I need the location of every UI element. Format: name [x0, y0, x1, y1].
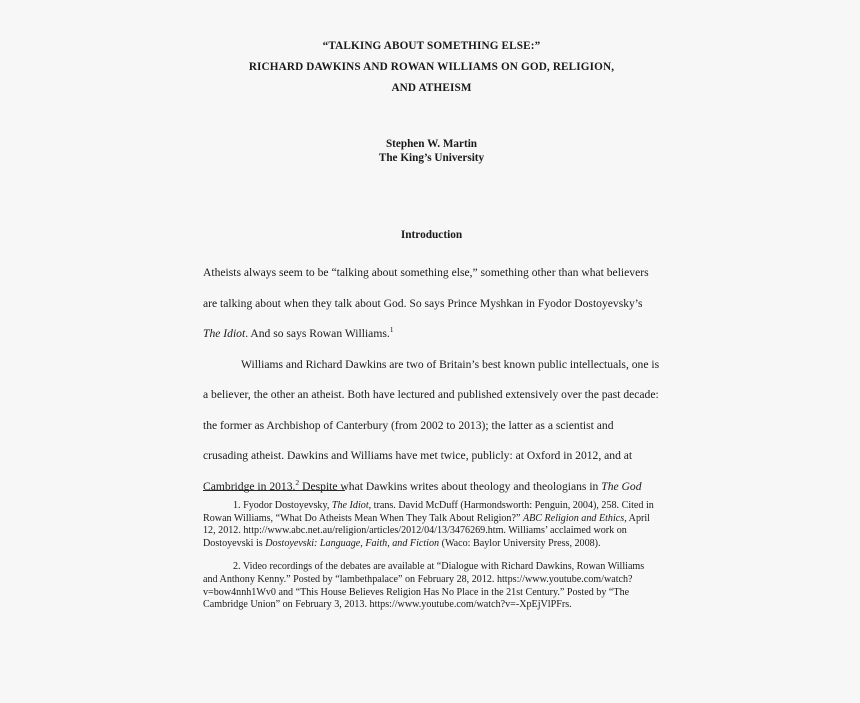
- section-heading-introduction: Introduction: [400, 229, 463, 241]
- footnote-marker: 1: [389, 325, 394, 335]
- title-line-3: AND ATHEISM: [391, 82, 472, 94]
- text-run: 1. Fyodor Dostoyevsky,: [233, 500, 332, 511]
- document-title: [203, 36, 660, 99]
- text-run: . And so says Rowan Williams.: [245, 327, 390, 340]
- italic-run: The God: [601, 479, 642, 493]
- paragraph-2: [203, 350, 660, 503]
- italic-run: The Idiot: [331, 500, 369, 511]
- footnote-2: [203, 561, 660, 611]
- text-run: (Waco: Baylor University Press, 2008).: [439, 537, 601, 549]
- text-run: Despite what Dawkins writes about theology and theologians in: [299, 479, 602, 493]
- footnote-1: [203, 500, 660, 550]
- text-run: Williams and Richard Dawkins are two of Britain’s best known public intellectuals, one is a believer, the other an atheist. Both have lectured and published extensively over the past decade: the former as Archbishop of Canterbury (from 2002 to 2013); the latter as a scientist and crusading atheist. Dawkins and Williams have met twice, publicly: at Oxford in 2012, and at Cambridge in 2013.: [203, 357, 660, 493]
- title-line-2: RICHARD DAWKINS AND ROWAN WILLIAMS ON GOD, RELIGION,: [248, 61, 615, 73]
- author-block: [203, 137, 660, 165]
- text-run: , April 12, 2012. http://www.abc.net.au/religion/articles/2012/04/13/3476269.htm. Williams’ acclaimed work on Dostoyevski is: [203, 512, 650, 549]
- paragraph-1: [203, 258, 660, 350]
- italic-run: The Idiot: [203, 327, 246, 340]
- title-line-1: “TALKING ABOUT SOMETHING ELSE:”: [322, 40, 541, 52]
- body-text: [203, 258, 660, 502]
- footnote-marker: 2: [295, 477, 300, 487]
- italic-run: Dostoyevski: Language, Faith, and Fiction: [265, 537, 440, 549]
- footnote-separator-rule: [203, 490, 345, 491]
- footnotes-section: [203, 490, 660, 612]
- author-affiliation: The King’s University: [378, 152, 485, 164]
- italic-run: ABC Religion and Ethics: [522, 512, 625, 524]
- author-name: Stephen W. Martin: [385, 138, 478, 150]
- text-run: Atheists always seem to be “talking about something else,” something other than what believers are talking about when they talk about God. So says Prince Myshkan in Fyodor Dostoyevsky’s: [203, 266, 649, 310]
- text-run: 2. Video recordings of the debates are available at “Dialogue with Richard Dawkins, Rowan Williams and Anthony Kenny.” Posted by “lambethpalace” on February 28, 2012. https://www.youtube.com/watch?v=bow4nnh1Wv0 and “This House Believes Religion Has No Place in the 21st Century.” Posted by “The Cambridge Union” on February 3, 2013. https://www.youtube.com/watch?v=-XpEjVlPFrs.: [203, 561, 645, 611]
- text-run: , trans. David McDuff (Harmondsworth: Penguin, 2004), 258. Cited in Rowan Williams, “What Do Atheists Mean When They Talk About Religion?”: [203, 500, 654, 524]
